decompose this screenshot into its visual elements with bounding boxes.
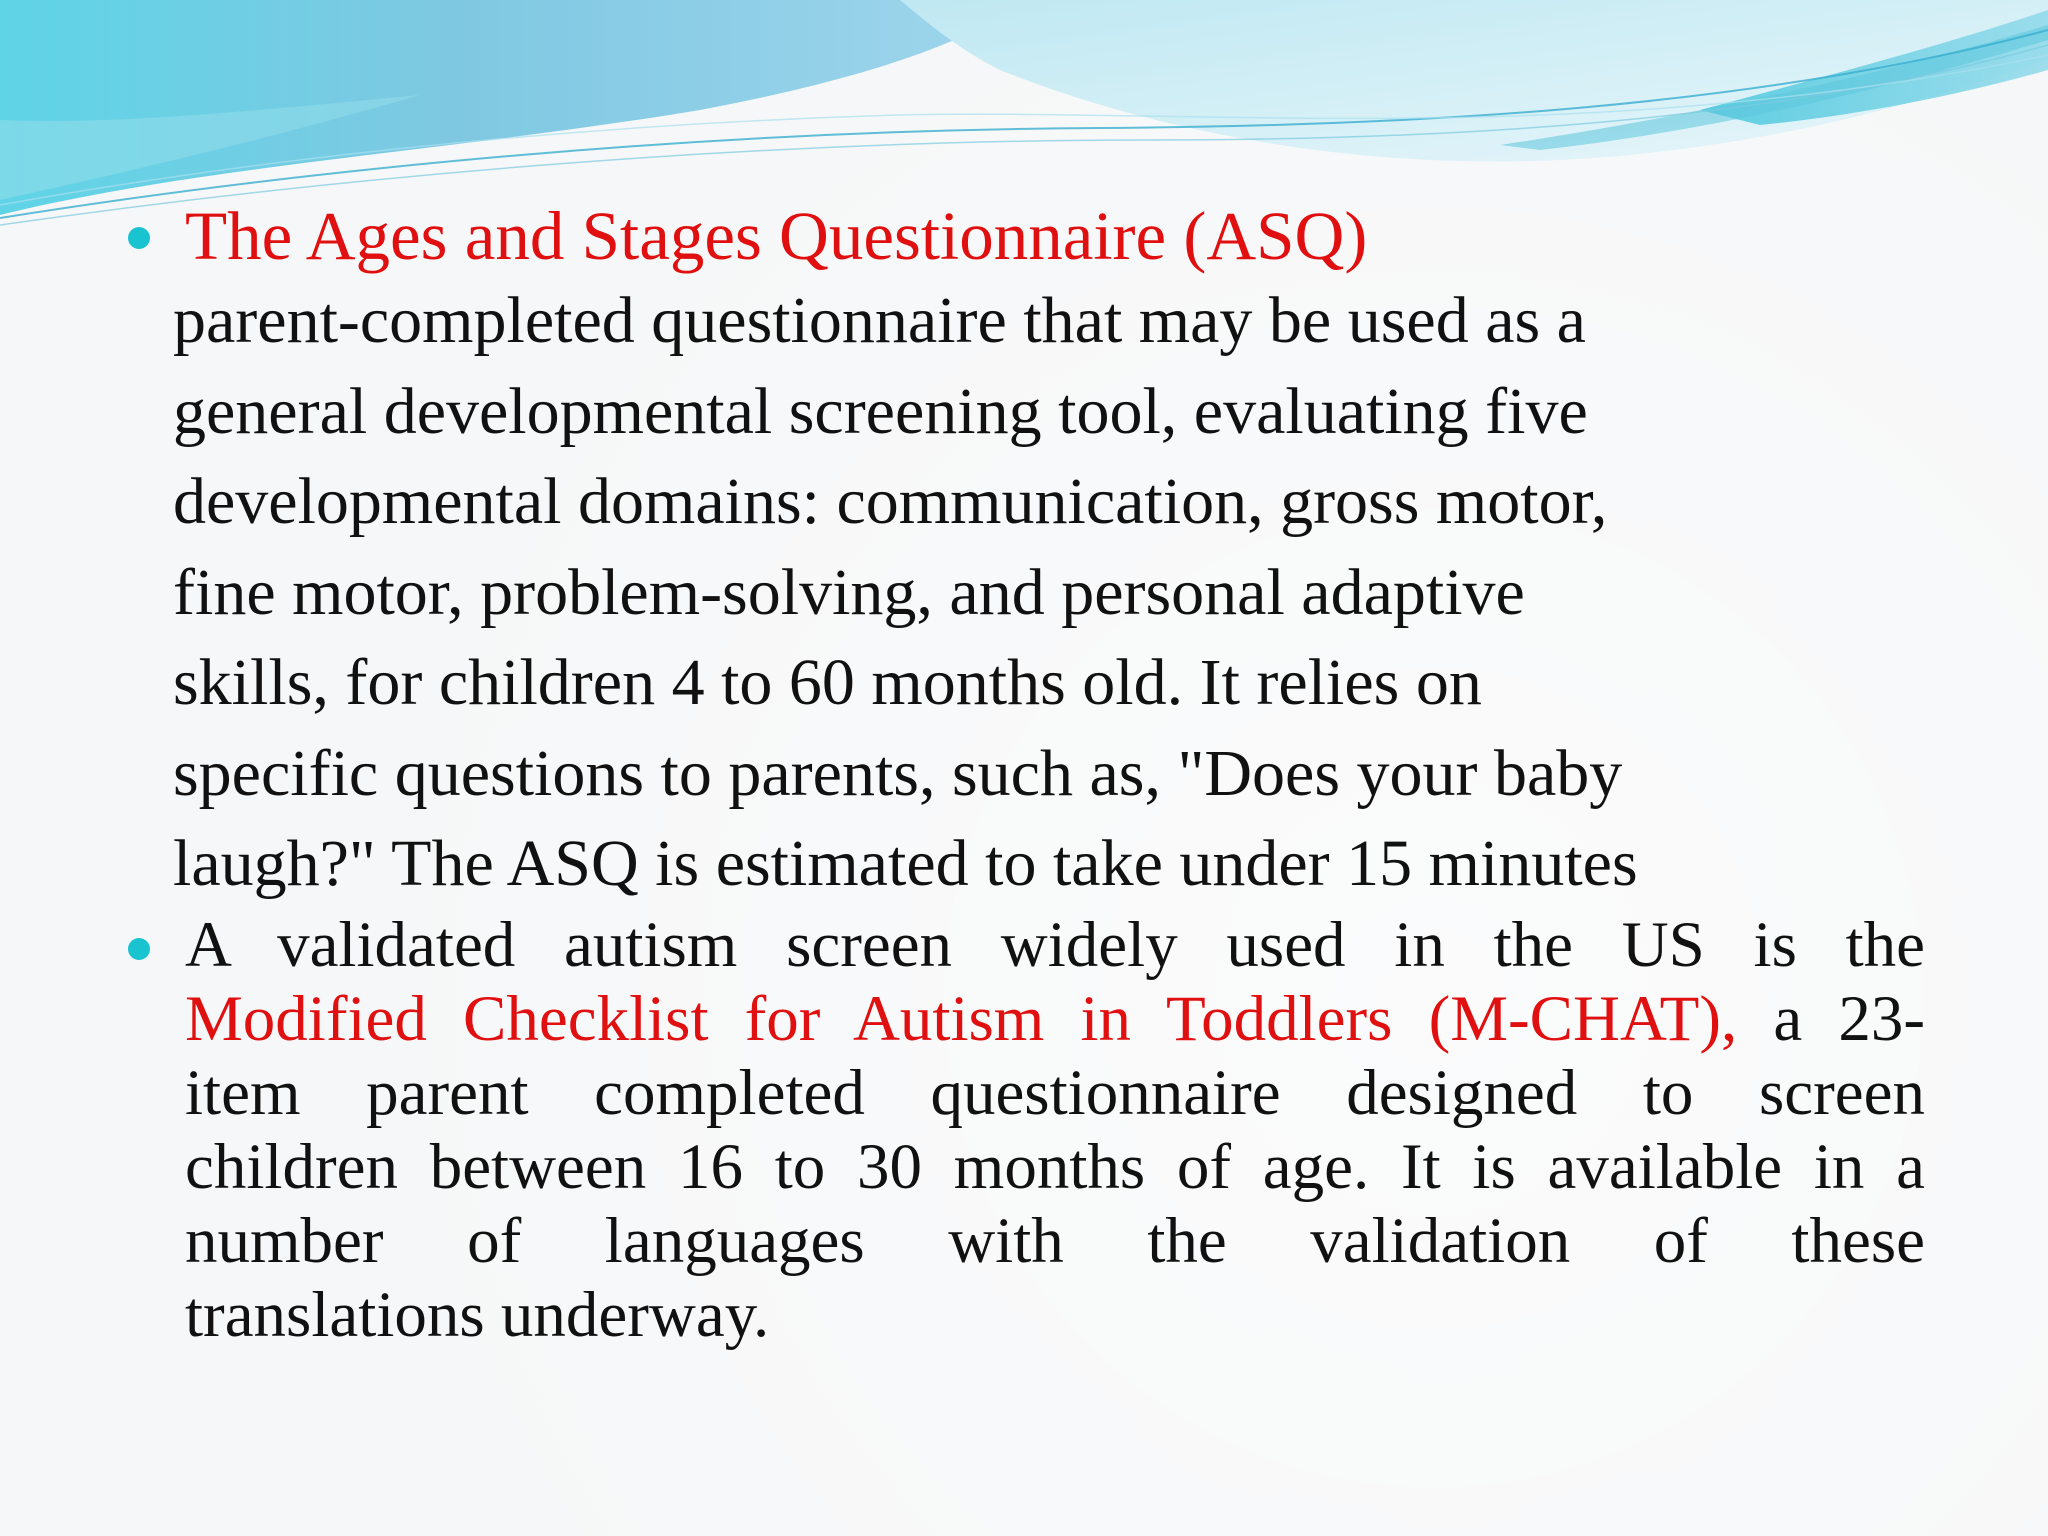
mchat-line-5: number of languages with the validation of these: [185, 1204, 1925, 1277]
mchat-line-3: item parent completed questionnaire designed to screen: [185, 1056, 1925, 1129]
mchat-line-2: [185, 982, 1925, 1056]
slide-content: [120, 190, 1930, 1352]
asq-line-7: laugh?" The ASQ is estimated to take under 15 minutes: [173, 827, 1638, 900]
mchat-line-2-tail: a 23-: [1737, 982, 1925, 1055]
mchat-line-6: translations underway.: [185, 1278, 770, 1351]
mchat-line-1: A validated autism screen widely used in the US is the: [185, 908, 1925, 981]
asq-line-2: general developmental screening tool, evaluating five: [173, 374, 1588, 448]
asq-description: [173, 276, 1933, 910]
asq-line-3: developmental domains: communication, gross motor,: [173, 465, 1608, 538]
asq-line-1: parent-completed questionnaire that may be used as a: [173, 284, 1586, 357]
asq-title: The Ages and Stages Questionnaire (ASQ): [185, 198, 1368, 274]
mchat-paragraph: [185, 908, 1925, 1352]
bullet-mchat: [120, 908, 1930, 1352]
asq-line-4: fine motor, problem-solving, and personal adaptive: [173, 555, 1525, 629]
mchat-highlight: Modified Checklist for Autism in Toddlers (M-CHAT),: [185, 982, 1738, 1055]
asq-line-6: specific questions to parents, such as, "Does your baby: [173, 736, 1623, 810]
mchat-line-4: children between 16 to 30 months of age. It is available in a: [185, 1130, 1925, 1203]
bullet-asq: [120, 190, 1930, 282]
bullet-dot-icon: [128, 938, 150, 960]
bullet-dot-icon: [128, 227, 150, 249]
asq-line-5: skills, for children 4 to 60 months old. It relies on: [173, 646, 1482, 719]
